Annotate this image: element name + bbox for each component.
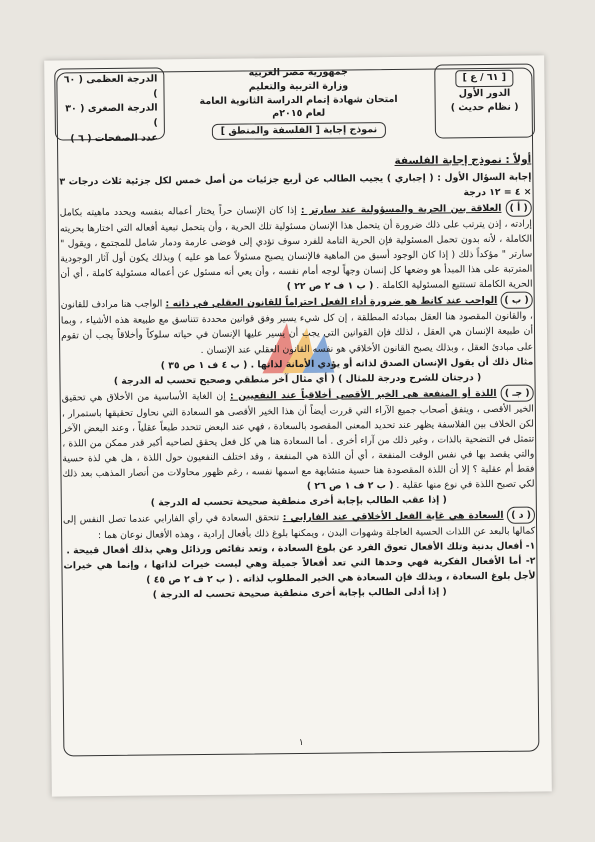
answer-d-label: ( د ) (507, 507, 535, 524)
ministry-name: وزارة التربية والتعليم (248, 80, 349, 93)
exam-header (54, 64, 535, 153)
answer-d-item-2 (63, 554, 535, 589)
country-name: جمهورية مصر العربية (248, 66, 349, 79)
header-center (174, 65, 423, 140)
model-title: نموذج إجابة [ الفلسفة والمنطق ] (212, 122, 387, 140)
answer-a-ref: ( ب ١ ف ٢ ص ٢٢ ) (286, 280, 374, 293)
grades-box (54, 67, 165, 145)
exam-name: امتحان شهادة إتمام الدراسة الثانوية العامة (199, 93, 398, 107)
answer-a-title: العلاقة بين الحرية والمسؤولية عند سارتر : (300, 202, 502, 217)
system-label: ( نظام حديث ) (450, 102, 519, 114)
answer-d-note: ( إذا أدلى الطالب بإجابة أخرى منطقية صحيحة تحسب له الدرجة ) (152, 586, 447, 601)
min-grade: الدرجة الصغرى ( ٣٠ ) (65, 102, 158, 129)
answer-b-example-text: مثال ذلك أن يقول الإنسان الصدق لذاته أو يؤدي الأمانة لذاتها . (250, 356, 534, 371)
session-label: الدور الأول (458, 87, 511, 100)
answer-d (63, 507, 535, 544)
page-number: ١ (298, 737, 304, 749)
answer-c-text: إن الغاية الأساسية من الأخلاق هي تحقيق الخير الأقصى ، ويتفق أصحاب جميع الآراء التي قررت أيضاً أن هذا الخير الأقصى هو السعادة التي نحاول تحقيقها باستمرار ، لكن الخلاف بين الفلاسفة يظهر عند تحديد المعنى المقصود بالسعادة ، فهي عند البعض تتحدد طبعاً عقلياً ، وعند البعض الآخر تتمثل في التضحية بالذات ، وغير ذلك من آراء أخرى . أما السعادة هنا هي كل فعل يحقق لصاحبه أكبر قدر ممكن من اللذة ، والتي يقصد بها في نفس الوقت المنفعة ، أي أن اللذة هي المنفعة ، وقد اختلف النفعيون حول اللذة ، هل هي لذة حسية فقط أم عقلية ؟ إلا أن اللذة المقصودة هنا حسية متشابهة مع اسمها نفسه ، رغم ظهور محاولات من أنصار المذهب بعد ذلك لكي تصبح اللذة في نوع منها عقلية . (61, 390, 535, 491)
exam-sheet (44, 55, 552, 796)
answer-b-label: ( ب ) (500, 292, 533, 309)
answer-d-item-2-text: ٢- أما الأفعال الفكرية فهي وحدها التي تعد أفعالاً جميلة وهي ليست خيرات لذاتها ، وإنما هي خيرات لأجل بلوغ السعادة ، وبذلك فإن السعادة هي الخير المطلوب لذاته . (63, 555, 536, 585)
answer-b-text: الواجب هنا مرادف للقانون ، والقانون المقصود هنا العقل بمبادئه المطلقة ، إن كل شيء يسير وفق قوانين محددة تتناسق مع طبيعة هذه الأشياء ، وبما أن طبيعة الإنسان هي العقل ، لذلك فإن القوانين التي يجب أن يسير عليها الإنسان في حياته سلوكاً وأخلاقاً يجب أن تقوم على مبادئ العقل ، وبذلك يصبح القانون الأخلاقي هو نفسه القانون العقلي عند الإنسان . (60, 298, 534, 356)
answer-b-ref: ( ب ٤ ف ١ ص ٣٥ ) (160, 359, 248, 371)
answer-a-text: إذا كان الإنسان حراً يختار أعماله بنفسه ويحدد ماهيته بكامل إرادته ، إذن يترتب على ذلك ضرورة أن يتحمل هذا الإنسان مسئولية تلك الحرية ، وأن يتحمل تبعية أفعاله التي اختارها بحريته الكاملة ، لأنه بدون تحمل المسئولية فإن الحرية التامة للفرد سوف تؤدي إلى فوضى عارمة ودمار شامل للمجتمع ، ويقول " سارتر " مؤكداً ذلك ( إذا كان الوجود أسبق من الماهية فالإنسان يصبح مسئولاً عما هو عليه ) وبذلك يكون أول آثار الوجودية المترتبة على هذا المبدأ هو وضعها كل إنسان وجهاً لوجه أمام نفسه ، وأن يعي أنه مسئول عن أعماله مسئولية كاملة ، أي أن الحرية الكاملة تستتبع المسئولية الكاملة . (59, 205, 533, 292)
answer-a-label: ( أ ) (505, 200, 531, 217)
exam-code: [ ٦١ / ع ] (456, 70, 514, 87)
answer-c-title: اللذة أو المنفعة هي الخير الأقصى أخلاقياً عند النفعيين : (229, 387, 497, 402)
answer-content (59, 152, 536, 604)
answer-d-title: السعادة هي غاية الفعل الأخلاقي عند الفارابي : (282, 509, 504, 524)
max-grade: الدرجة العظمى ( ٦٠ ) (63, 73, 158, 100)
question-1-intro: إجابة السؤال الأول : ( إجباري ) يجيب الطالب عن أربع جزئيات من أصل خمس لكل جزئية ثلاث درجات ٣ × ٤ = ١٢ درجة (59, 171, 532, 199)
answer-c-label: ( جـ ) (501, 384, 534, 401)
section-title: أولاً : نموذج إجابة الفلسفة (394, 153, 532, 167)
answer-c-note: ( إذا عقب الطالب بإجابة أخرى منطقية صحيحة تحسب له الدرجة ) (150, 494, 447, 509)
answer-b-grades: ( درجتان للشرح ودرجة للمثال ) ( أي مثال آخر منطقي وصحيح تحسب له الدرجة ) (113, 371, 482, 387)
answer-d-item-1: ١- أفعال بدنية وتلك الأفعال تعوق الفرد عن بلوغ السعادة ، وتعد نقائص ورذائل وهي بذلك أفعال قبيحة . (66, 540, 536, 557)
exam-year: لعام ٢٠١٥م (272, 107, 326, 120)
answer-a (60, 200, 533, 297)
answer-b-title: الواجب عند كانط هو ضرورة أداء الفعل احتراماً للقانون العقلي في ذاته : (165, 295, 498, 310)
answer-d-ref: ( ب ٢ ف ٢ ص ٤٥ ) (146, 573, 233, 586)
session-box (434, 64, 535, 139)
answer-b (61, 292, 534, 359)
answer-d-text: تتحقق السعادة في رأي الفارابي عندما تصل النفس إلى كمالها بالبعد عن اللذات الحسية العاجلة وشهوات البدن ، ويمكنها بلوغ ذلك بأفعال إرادية ، وهذه الأفعال نوعان هما : (62, 512, 536, 542)
answer-c (62, 384, 535, 496)
answer-c-ref: ( ب ٢ ف ١ ص ٢٦ ) (306, 479, 394, 492)
page-count: عدد الصفحات ( ٦ ) (70, 132, 159, 145)
